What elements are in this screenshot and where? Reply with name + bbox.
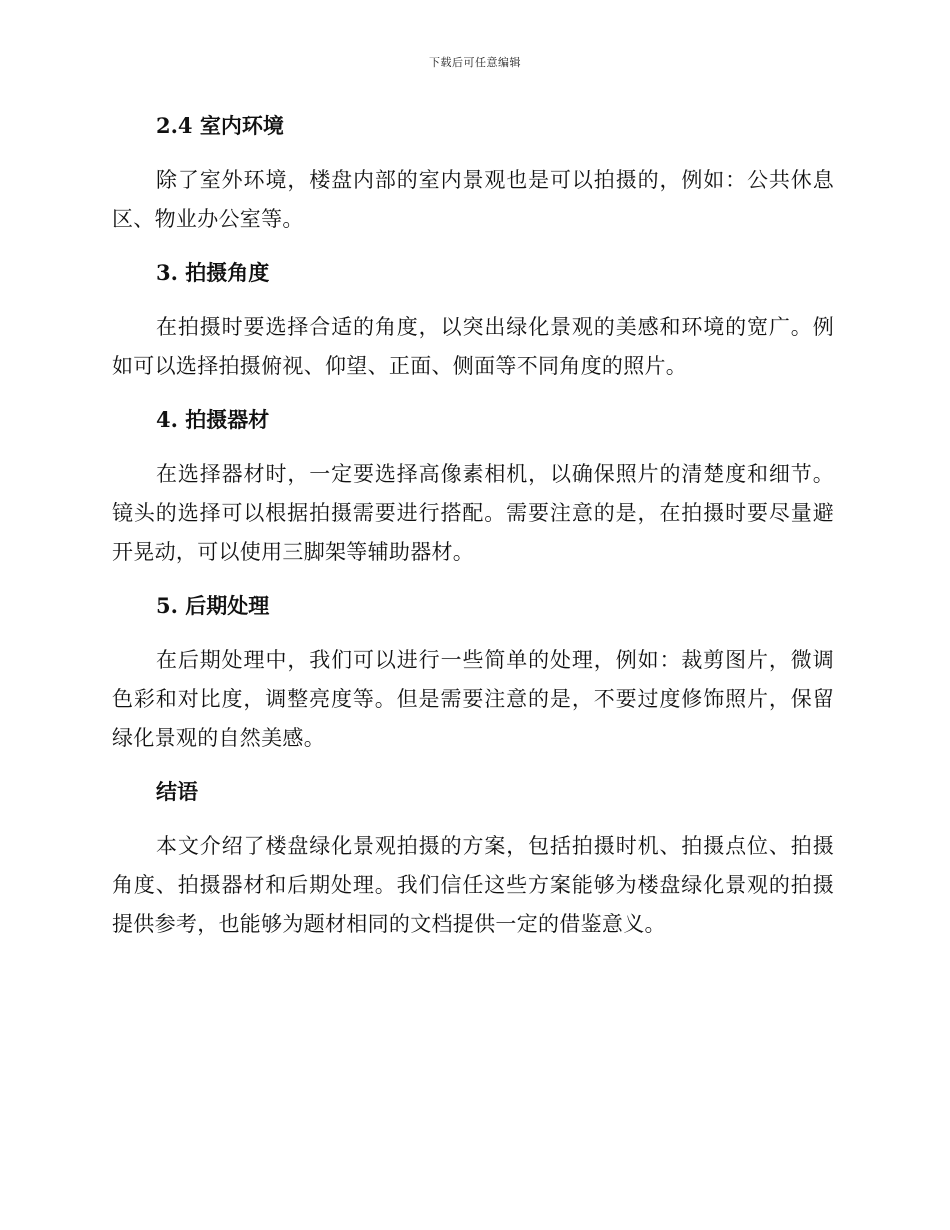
document-body [112, 108, 834, 960]
section-heading-indoor-environment: 2.4 室内环境 [156, 113, 284, 138]
page-header: 下载后可任意编辑 [429, 56, 521, 69]
section-paragraph-conclusion: 本文介绍了楼盘绿化景观拍摄的方案，包括拍摄时机、拍摄点位、拍摄角度、拍摄器材和后期处理。我们信任这些方案能够为楼盘绿化景观的拍摄提供参考，也能够为题材相同的文档提供一定的借鉴意义。 [112, 834, 834, 936]
section-paragraph-shooting-angle: 在拍摄时要选择合适的角度，以突出绿化景观的美感和环境的宽广。例如可以选择拍摄俯视、仰望、正面、侧面等不同角度的照片。 [112, 315, 834, 378]
section-heading-shooting-angle: 3. 拍摄角度 [156, 260, 270, 285]
section-heading-conclusion: 结语 [156, 779, 198, 804]
section-paragraph-indoor-environment: 除了室外环境，楼盘内部的室内景观也是可以拍摄的，例如：公共休息区、物业办公室等。 [112, 168, 834, 231]
section-paragraph-shooting-equipment: 在选择器材时，一定要选择高像素相机，以确保照片的清楚度和细节。镜头的选择可以根据拍摄需要进行搭配。需要注意的是，在拍摄时要尽量避开晃动，可以使用三脚架等辅助器材。 [112, 462, 834, 564]
section-heading-post-processing: 5. 后期处理 [156, 593, 270, 618]
section-paragraph-post-processing: 在后期处理中，我们可以进行一些简单的处理，例如：裁剪图片，微调色彩和对比度，调整亮度等。但是需要注意的是，不要过度修饰照片，保留绿化景观的自然美感。 [112, 648, 834, 750]
section-heading-shooting-equipment: 4. 拍摄器材 [156, 407, 270, 432]
